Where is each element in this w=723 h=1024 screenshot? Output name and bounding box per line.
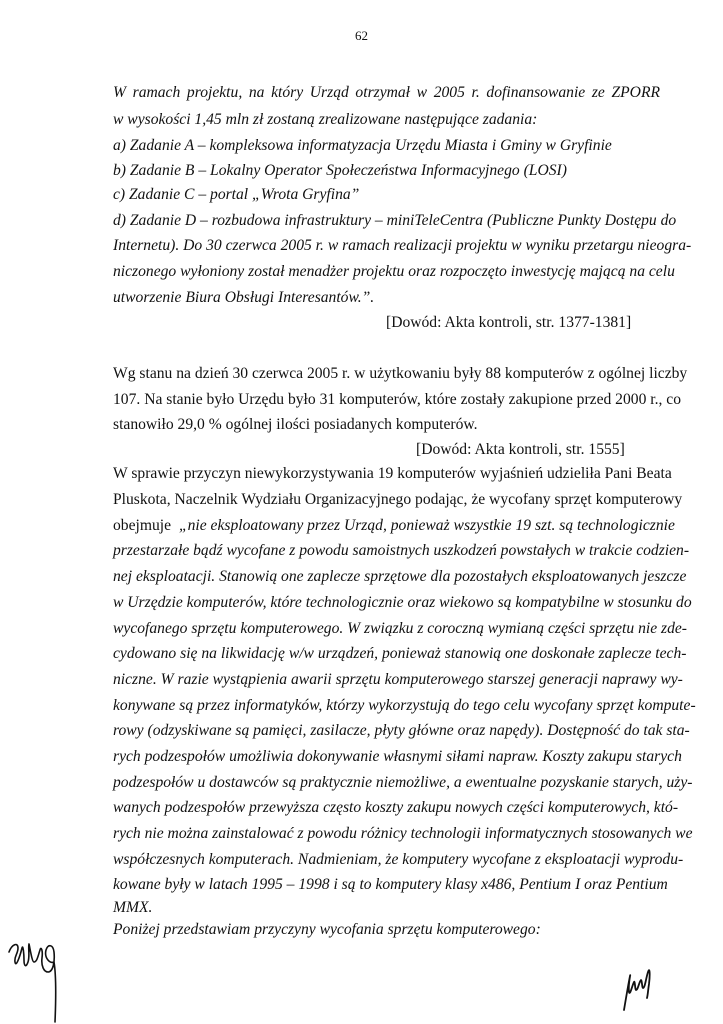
quote-line: rowy (odzyskiwane są pamięci, zasilacze, płyty główne oraz napędy). Dostępność do tak sta- [113,722,690,739]
paragraph-line: 107. Na stanie było Urzędu było 31 komputerów, które zostały zakupione przed 2000 r., co [113,391,682,408]
quote-line: rych podzespołów umożliwia dokonywanie własnymi siłami napraw. Koszty zakupu starych [113,748,682,765]
page-number: 62 [355,28,368,43]
quote-line: kowane były w latach 1995 – 1998 i są to komputery klasy x486, Pentium I oraz Pentium [113,876,668,893]
paragraph-line: W sprawie przyczyn niewykorzystywania 19 komputerów wyjaśnień udzieliła Pani Beata [113,465,672,482]
quote-line: wycofanego sprzętu komputerowego. W związku z coroczną wymianą części sprzętu nie zde- [113,620,687,637]
evidence-reference: [Dowód: Akta kontroli, str. 1555] [416,441,625,458]
signature-initials-left-icon [6,938,66,1024]
paragraph-line: Wg stanu na dzień 30 czerwca 2005 r. w użytkowaniu były 88 komputerów z ogólnej liczby [113,365,688,382]
paragraph-line: stanowiło 29,0 % ogólnej ilości posiadanych komputerów. [113,416,478,433]
quote-line: wanych podzespołów przewyższa często koszty zakupu nowych części komputerowych, któ- [113,799,679,816]
quote-line: podzespołów u dostawców są praktycznie niemożliwe, a ewentualne pozyskanie starych, uży- [113,774,693,791]
quote-line: przestarzałe bądź wycofane z powodu samoistnych uszkodzeń powstałych w trakcie codzien- [113,542,690,559]
line-prefix: obejmuje [113,517,175,534]
quote-start: „nie eksploatowany przez Urząd, ponieważ wszystkie 19 szt. są technologicznie [178,517,675,534]
quote-line: współczesnych komputerach. Nadmieniam, że komputery wycofane z eksploatacji wyprodu- [113,851,684,868]
evidence-reference: [Dowód: Akta kontroli, str. 1377-1381] [386,314,632,331]
paragraph-line: Pluskota, Naczelnik Wydziału Organizacyjnego podając, że wycofany sprzęt komputerowy [113,491,683,508]
quote-line: niczne. W razie wystąpienia awarii sprzętu komputerowego starszej generacji naprawy wy- [113,671,683,688]
quote-line: Internetu). Do 30 czerwca 2005 r. w ramach realizacji projektu w wyniku przetargu nieogra- [113,237,692,254]
quote-line: w Urzędzie komputerów, które technologicznie oraz wiekowo są kompatybilne w stosunku do [113,594,692,611]
quote-line: rych nie można zainstalować z powodu różnicy technologii informatycznych stosowanych we [113,825,693,842]
closing-line: Poniżej przedstawiam przyczyny wycofania sprzętu komputerowego: [113,921,541,938]
quote-line: konywane są przez informatyków, którzy wykorzystują do tego celu wycofany sprzęt kompute- [113,697,696,714]
quote-line: cydowano się na likwidację w/w urządzeń, ponieważ stanowią one doskonałe zaplecze tech- [113,645,687,662]
task-d: d) Zadanie D – rozbudowa infrastruktury – miniTeleCentra (Publiczne Punkty Dostępu do [113,212,677,229]
quote-line: MMX. [113,899,153,916]
paragraph-line [113,517,675,535]
quote-line: utworzenie Biura Obsługi Interesantów.”. [113,289,375,306]
task-b: b) Zadanie B – Lokalny Operator Społeczeństwa Informacyjnego (LOSI) [113,162,567,179]
quote-line: W ramach projektu, na który Urząd otrzymał w 2005 r. dofinansowanie ze ZPORR [113,84,660,101]
quote-line: nej eksploatacji. Stanowią one zaplecze sprzętowe dla pozostałych eksploatowanych jeszcze [113,568,687,585]
task-a: a) Zadanie A – kompleksowa informatyzacja Urzędu Miasta i Gminy w Gryfinie [113,137,612,154]
quote-line: niczonego wyłoniony został menadżer projektu oraz rozpoczęto inwestycję mającą na celu [113,263,675,280]
task-c: c) Zadanie C – portal „Wrota Gryfina” [113,186,360,203]
signature-right-icon [620,962,660,1012]
quote-line: w wysokości 1,45 mln zł zostaną zrealizowane następujące zadania: [113,111,538,128]
